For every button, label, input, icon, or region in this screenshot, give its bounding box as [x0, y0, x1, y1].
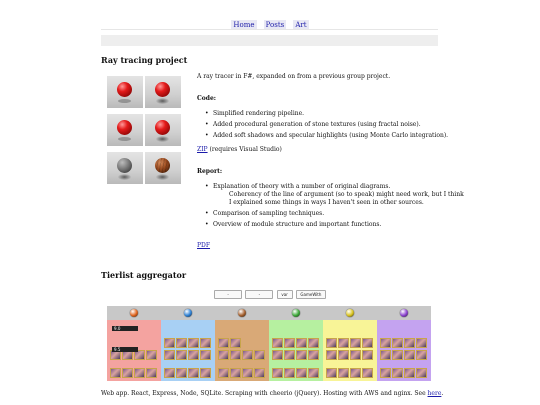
list-item: • Simplified rendering pipeline.	[213, 110, 448, 118]
ray-tracing-title: Ray tracing project	[101, 55, 188, 65]
character-card[interactable]	[242, 368, 253, 378]
zip-note: (requires Visual Studio)	[207, 146, 282, 153]
character-card[interactable]	[200, 338, 211, 348]
character-card[interactable]	[254, 350, 265, 360]
character-card[interactable]	[188, 338, 199, 348]
tier-column	[107, 320, 161, 381]
character-card[interactable]	[350, 338, 361, 348]
tier-column	[269, 320, 323, 381]
code-list	[213, 110, 448, 143]
list-item-note: Coherency of the line of argument (so to speak) might need work, but I think	[229, 191, 464, 198]
element-orb-icon[interactable]	[130, 309, 138, 317]
tierlist-description	[101, 390, 443, 398]
character-card[interactable]	[380, 350, 391, 360]
character-row	[326, 350, 373, 360]
element-orb-icon[interactable]	[400, 309, 408, 317]
character-card[interactable]	[218, 338, 229, 348]
character-card[interactable]	[272, 338, 283, 348]
filter-select-1[interactable]: -	[214, 290, 242, 299]
character-card[interactable]	[350, 368, 361, 378]
character-card[interactable]	[272, 350, 283, 360]
character-card[interactable]	[338, 350, 349, 360]
filter-select-2[interactable]: -	[245, 290, 273, 299]
character-card[interactable]	[296, 368, 307, 378]
character-card[interactable]	[200, 368, 211, 378]
character-card[interactable]	[326, 338, 337, 348]
tier-column	[377, 320, 431, 381]
character-card[interactable]	[122, 368, 133, 378]
character-card[interactable]	[254, 368, 265, 378]
character-card[interactable]	[218, 368, 229, 378]
character-row	[272, 368, 319, 378]
character-card[interactable]	[242, 350, 253, 360]
render-thumbnail[interactable]	[145, 76, 181, 108]
character-card[interactable]	[326, 368, 337, 378]
pdf-line	[197, 242, 210, 250]
character-card[interactable]	[200, 350, 211, 360]
tier-column	[215, 320, 269, 381]
character-card[interactable]	[176, 338, 187, 348]
character-card[interactable]	[326, 350, 337, 360]
element-orb-icon[interactable]	[238, 309, 246, 317]
character-card[interactable]	[404, 368, 415, 378]
character-card[interactable]	[164, 368, 175, 378]
character-row	[272, 350, 319, 360]
character-card[interactable]	[350, 350, 361, 360]
tierlist-controls	[0, 290, 540, 299]
character-card[interactable]	[308, 338, 319, 348]
character-card[interactable]	[296, 350, 307, 360]
nav-posts-link[interactable]: Posts	[265, 21, 285, 29]
character-card[interactable]	[164, 350, 175, 360]
character-card[interactable]	[404, 350, 415, 360]
character-row	[164, 338, 211, 348]
character-card[interactable]	[416, 368, 427, 378]
zip-line	[197, 146, 282, 154]
tierlist-description-text: Web app. React, Express, Node, SQLite. Scraping with cheerio (jQuery). Hosting with AWS and nginx. See	[101, 390, 428, 397]
character-card[interactable]	[392, 368, 403, 378]
character-card[interactable]	[308, 350, 319, 360]
mode-select[interactable]: var	[277, 290, 293, 299]
source-select[interactable]: GameWith	[296, 290, 326, 299]
character-card[interactable]	[188, 350, 199, 360]
tierlist-title: Tierlist aggregator	[101, 270, 187, 280]
character-card[interactable]	[404, 338, 415, 348]
character-card[interactable]	[362, 350, 373, 360]
character-card[interactable]	[296, 338, 307, 348]
character-row	[164, 350, 211, 360]
report-list	[213, 183, 464, 232]
character-card[interactable]	[272, 368, 283, 378]
character-card[interactable]	[392, 350, 403, 360]
tier-score-label: 9.5	[112, 347, 138, 352]
character-card[interactable]	[146, 350, 157, 360]
header-banner	[101, 35, 438, 46]
character-card[interactable]	[176, 350, 187, 360]
character-card[interactable]	[392, 338, 403, 348]
character-card[interactable]	[284, 350, 295, 360]
tierlist-widget	[107, 306, 431, 381]
list-item-note: I explained some things in ways I haven't seen in other sources.	[229, 199, 424, 206]
list-item: • Added procedural generation of stone textures (using fractal noise).	[213, 121, 448, 129]
character-row	[110, 368, 157, 378]
nav-divider	[101, 29, 438, 30]
element-orb-icon[interactable]	[184, 309, 192, 317]
character-card[interactable]	[284, 338, 295, 348]
character-card[interactable]	[380, 368, 391, 378]
character-card[interactable]	[218, 350, 229, 360]
list-item: • Added soft shadows and specular highlights (using Monte Carlo integration).	[213, 132, 448, 140]
character-card[interactable]	[146, 368, 157, 378]
character-card[interactable]	[188, 368, 199, 378]
element-orb-icon[interactable]	[292, 309, 300, 317]
character-card[interactable]	[416, 338, 427, 348]
character-card[interactable]	[164, 338, 175, 348]
character-row	[326, 338, 373, 348]
character-card[interactable]	[416, 350, 427, 360]
render-thumbnail[interactable]	[107, 76, 143, 108]
element-orb-icon[interactable]	[346, 309, 354, 317]
tier-score-label: 9.0	[112, 326, 138, 331]
character-row	[218, 338, 241, 348]
report-heading: Report:	[197, 168, 223, 175]
character-card[interactable]	[230, 368, 241, 378]
character-row	[272, 338, 319, 348]
render-thumbnail[interactable]	[145, 152, 181, 184]
character-row	[380, 350, 427, 360]
character-card[interactable]	[338, 338, 349, 348]
render-thumbnail[interactable]	[107, 152, 143, 184]
character-card[interactable]	[110, 368, 121, 378]
character-row	[218, 368, 265, 378]
character-card[interactable]	[176, 368, 187, 378]
character-card[interactable]	[134, 368, 145, 378]
nav-home-link[interactable]: Home	[233, 21, 255, 29]
character-card[interactable]	[362, 338, 373, 348]
render-thumbnail[interactable]	[145, 114, 181, 146]
character-card[interactable]	[284, 368, 295, 378]
list-item: • Overview of module structure and important functions.	[213, 221, 464, 229]
character-row	[380, 368, 427, 378]
render-thumbnail[interactable]	[107, 114, 143, 146]
character-card[interactable]	[308, 368, 319, 378]
character-row	[218, 350, 265, 360]
character-card[interactable]	[338, 368, 349, 378]
character-row	[164, 368, 211, 378]
pdf-download-link[interactable]: PDF	[197, 242, 211, 249]
character-card[interactable]	[380, 338, 391, 348]
character-row	[326, 368, 373, 378]
character-card[interactable]	[362, 368, 373, 378]
tierlist-here-link[interactable]: here	[427, 390, 442, 397]
character-row	[380, 338, 427, 348]
tierlist-description-end: .	[441, 390, 444, 397]
list-item: • Comparison of sampling techniques.	[213, 210, 464, 218]
character-card[interactable]	[230, 350, 241, 360]
nav-art-link[interactable]: Art	[295, 21, 307, 29]
list-item: • Explanation of theory with a number of original diagrams.	[213, 183, 464, 191]
code-heading: Code:	[197, 95, 217, 102]
tier-column	[323, 320, 377, 381]
zip-download-link[interactable]: ZIP	[197, 146, 208, 153]
tier-column	[161, 320, 215, 381]
character-card[interactable]	[230, 338, 241, 348]
tierlist-header	[107, 306, 431, 320]
ray-tracing-intro: A ray tracer in F#, expanded on from a previous group project.	[197, 73, 391, 80]
